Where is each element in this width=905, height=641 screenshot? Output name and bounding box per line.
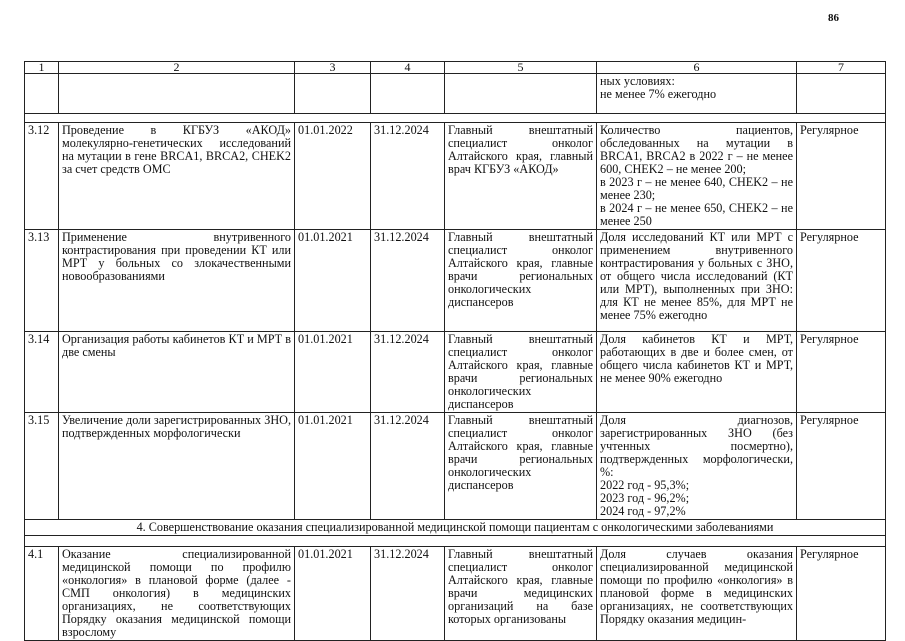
row-action: Увеличение доли зарегистрированных ЗНО, подтвержденных морфологически bbox=[59, 413, 295, 520]
table-row bbox=[25, 413, 886, 520]
row-end-date: 31.12.2024 bbox=[371, 547, 445, 641]
row-end-date: 31.12.2024 bbox=[371, 332, 445, 413]
row-responsible: Главный внештатный специалист онколог Алтайского края, главные врачи региональных онкологических диспансеров bbox=[445, 230, 597, 332]
table-row bbox=[25, 230, 886, 332]
table-row bbox=[25, 123, 886, 230]
header-cell-6: 6 bbox=[597, 62, 797, 74]
row-result: Доля случаев оказания специализированной медицинской помощи по профилю «онкология» в плановой форме в медицинских организациях, не соответствующих Порядку оказания медицин- bbox=[597, 547, 797, 641]
header-cell-2: 2 bbox=[59, 62, 295, 74]
row-start-date: 01.01.2021 bbox=[295, 547, 371, 641]
row-result: Доля диагнозов, зарегистрированных ЗНО (без учтенных посмертно), подтвержденных морфологически, %: 2022 год - 95,3%; 2023 год - 96,2%; 2024 год - 97,2% bbox=[597, 413, 797, 520]
row-action: Организация работы кабинетов КТ и МРТ в две смены bbox=[59, 332, 295, 413]
row-type: Регулярное bbox=[797, 230, 886, 332]
row-end-date: 31.12.2024 bbox=[371, 123, 445, 230]
row-type: Регулярное bbox=[797, 332, 886, 413]
row-responsible: Главный внештатный специалист онколог Алтайского края, главные врачи региональных онкологических диспансеров bbox=[445, 413, 597, 520]
table-row bbox=[25, 332, 886, 413]
row-action: Оказание специализированной медицинской помощи по профилю «онкология» в плановой форме (далее - СМП онкология) в медицинских организациях, не соответствующих Порядку оказания медицинской помощи взрослому bbox=[59, 547, 295, 641]
row-responsible: Главный внештатный специалист онколог Алтайского края, главные врачи региональных онкологических диспансеров bbox=[445, 332, 597, 413]
row-start-date: 01.01.2021 bbox=[295, 413, 371, 520]
row-result: Количество пациентов, обследованных на мутации в BRCA1, BRCA2 в 2022 г – не менее 600, CHEK2 – не менее 200; в 2023 г – не менее 640, CHEK2 – не менее 230; в 2024 г – не менее 650, CHEK2 – не менее 250 bbox=[597, 123, 797, 230]
header-cell-5: 5 bbox=[445, 62, 597, 74]
section-title: 4. Совершенствование оказания специализированной медицинской помощи пациентам с онкологическими заболеваниями bbox=[25, 520, 886, 536]
page-number: 86 bbox=[828, 12, 839, 24]
continuation-row bbox=[25, 74, 886, 114]
header-cell-7: 7 bbox=[797, 62, 886, 74]
row-end-date: 31.12.2024 bbox=[371, 230, 445, 332]
row-end-date: 31.12.2024 bbox=[371, 413, 445, 520]
table-row bbox=[25, 547, 886, 641]
continuation-result: ных условиях: не менее 7% ежегодно bbox=[597, 74, 797, 114]
row-result: Доля кабинетов КТ и МРТ, работающих в две и более смен, от общего числа кабинетов КТ и МРТ, не менее 90% ежегодно bbox=[597, 332, 797, 413]
row-start-date: 01.01.2022 bbox=[295, 123, 371, 230]
row-type: Регулярное bbox=[797, 413, 886, 520]
row-number: 3.12 bbox=[25, 123, 59, 230]
row-action: Проведение в КГБУЗ «АКОД» молекулярно-генетических исследований на мутации в гене BRCA1, BRCA2, CHEK2 за счет средств ОМС bbox=[59, 123, 295, 230]
measures-table bbox=[24, 61, 886, 641]
header-cell-3: 3 bbox=[295, 62, 371, 74]
row-responsible: Главный внештатный специалист онколог Алтайского края, главный врач КГБУЗ «АКОД» bbox=[445, 123, 597, 230]
row-type: Регулярное bbox=[797, 547, 886, 641]
row-number: 4.1 bbox=[25, 547, 59, 641]
section-heading-row bbox=[25, 520, 886, 536]
row-start-date: 01.01.2021 bbox=[295, 332, 371, 413]
header-cell-1: 1 bbox=[25, 62, 59, 74]
header-cell-4: 4 bbox=[371, 62, 445, 74]
row-number: 3.14 bbox=[25, 332, 59, 413]
row-responsible: Главный внештатный специалист онколог Алтайского края, главные врачи медицинских организаций на базе которых организованы bbox=[445, 547, 597, 641]
row-start-date: 01.01.2021 bbox=[295, 230, 371, 332]
row-result: Доля исследований КТ или МРТ с применением внутривенного контрастирования у больных с ЗНО, от общего числа исследований (КТ или МРТ), выполненных при ЗНО: для КТ не менее 85%, для МРТ не менее 75% ежегодно bbox=[597, 230, 797, 332]
column-number-header bbox=[25, 62, 886, 74]
row-number: 3.15 bbox=[25, 413, 59, 520]
row-number: 3.13 bbox=[25, 230, 59, 332]
row-type: Регулярное bbox=[797, 123, 886, 230]
row-action: Применение внутривенного контрастирования при проведении КТ или МРТ у больных со злокачественными новообразованиями bbox=[59, 230, 295, 332]
